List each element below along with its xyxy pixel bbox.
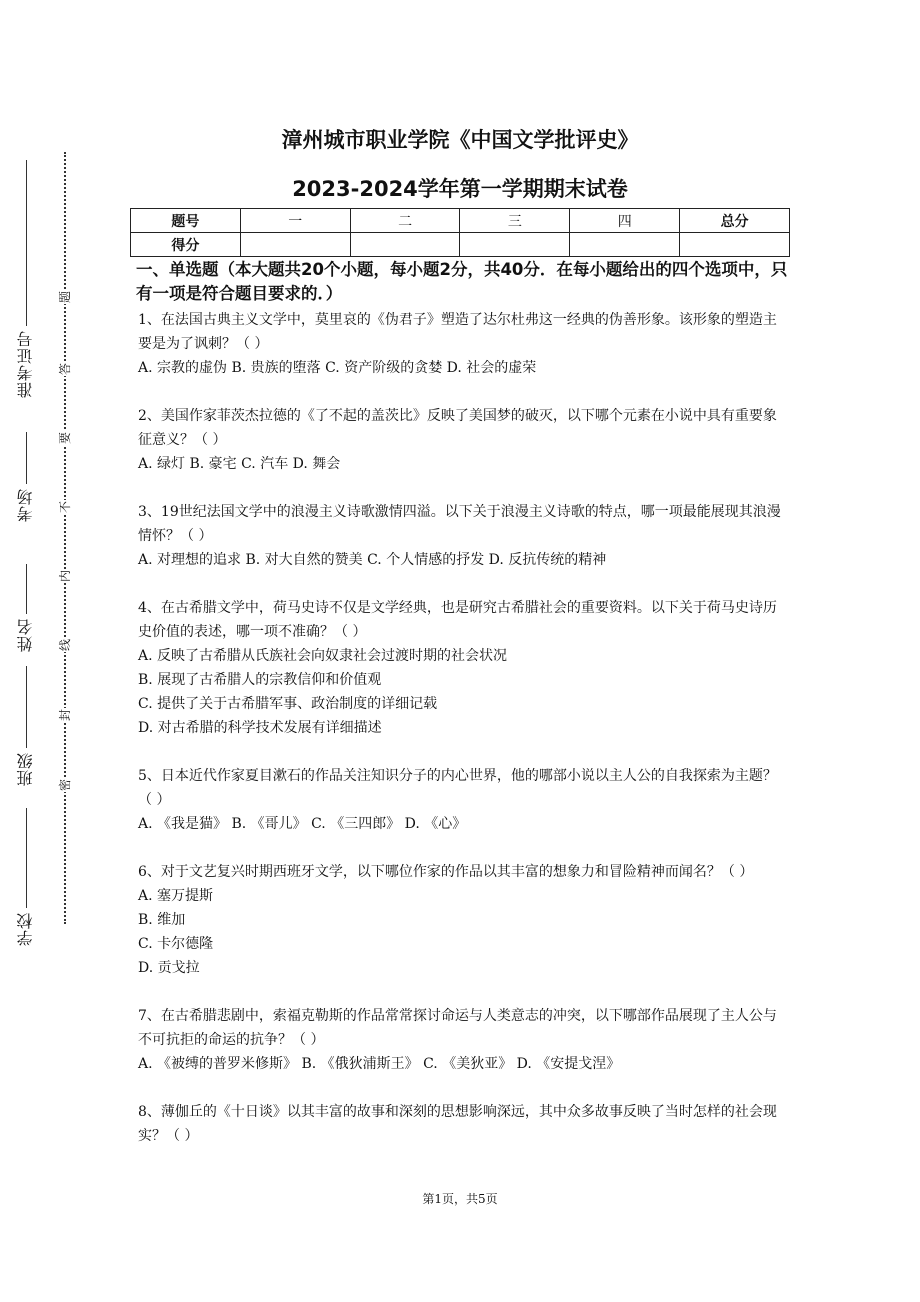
- seal-word-xian: 线: [58, 639, 72, 652]
- question-6: [138, 860, 788, 980]
- question-stem: 2、美国作家菲茨杰拉德的《了不起的盖茨比》反映了美国梦的破灭，以下哪个元素在小说中具有重要象征意义？（ ）: [138, 408, 777, 448]
- name-field[interactable]: [6, 564, 46, 652]
- score-table-score-row: [131, 233, 790, 257]
- school-field[interactable]: [6, 808, 46, 946]
- seal-word-feng: 封: [58, 709, 72, 722]
- question-stem: 3、19世纪法国文学中的浪漫主义诗歌激情四溢。以下关于浪漫主义诗歌的特点，哪一项最能展现其浪漫情怀？（ ）: [138, 504, 781, 544]
- score-header-cell: 一: [240, 209, 350, 233]
- exam-room-label: 考场: [16, 488, 35, 522]
- question-1: [138, 308, 788, 380]
- option-b: B. 展现了古希腊人的宗教信仰和价值观: [138, 672, 382, 688]
- seal-word-ti: 题: [58, 291, 72, 304]
- score-input-cell[interactable]: [570, 233, 680, 257]
- seal-word-yao: 要: [58, 432, 72, 445]
- score-header-cell: 题号: [131, 209, 241, 233]
- question-options: A. 宗教的虚伪 B. 贵族的堕落 C. 资产阶级的贪婪 D. 社会的虚荣: [138, 360, 537, 376]
- score-table-header-row: [131, 209, 790, 233]
- seal-word-da: 答: [58, 363, 72, 376]
- score-input-cell[interactable]: [460, 233, 570, 257]
- page-footer: 第1页，共5页: [422, 1192, 498, 1206]
- seal-word-mi: 密: [58, 779, 72, 792]
- class-field[interactable]: [6, 666, 46, 786]
- question-stem: 8、薄伽丘的《十日谈》以其丰富的故事和深刻的思想影响深远，其中众多故事反映了当时怎样的社会现实？（ ）: [138, 1104, 777, 1144]
- question-stem: 6、对于文艺复兴时期西班牙文学，以下哪位作家的作品以其丰富的想象力和冒险精神而闻名？（ ）: [138, 864, 754, 880]
- question-stem: 5、日本近代作家夏目漱石的作品关注知识分子的内心世界，他的哪部小说以主人公的自我探索为主题？（ ）: [138, 768, 777, 808]
- question-stem: 4、在古希腊文学中，荷马史诗不仅是文学经典，也是研究古希腊社会的重要资料。以下关于荷马史诗历史价值的表述，哪一项不准确？（ ）: [138, 600, 777, 640]
- score-header-cell: 四: [570, 209, 680, 233]
- exam-subtitle: 2023-2024学年第一学期期末试卷: [292, 177, 628, 201]
- question-4: [138, 596, 788, 740]
- score-input-cell[interactable]: [350, 233, 460, 257]
- question-7: [138, 1004, 788, 1076]
- school-label: 学校: [16, 912, 35, 946]
- question-stem: 7、在古希腊悲剧中，索福克勒斯的作品常常探讨命运与人类意志的冲突，以下哪部作品展现了主人公与不可抗拒的命运的抗争？（ ）: [138, 1008, 777, 1048]
- question-8: [138, 1100, 788, 1148]
- score-input-cell[interactable]: [680, 233, 790, 257]
- exam-title: 漳州城市职业学院《中国文学批评史》: [281, 128, 639, 152]
- question-options: A. 对理想的追求 B. 对大自然的赞美 C. 个人情感的抒发 D. 反抗传统的精神: [138, 552, 607, 568]
- option-c: C. 提供了关于古希腊军事、政治制度的详细记载: [138, 696, 438, 712]
- option-a: A. 塞万提斯: [138, 888, 214, 904]
- binding-dotted-line: [64, 152, 66, 924]
- option-d: D. 对古希腊的科学技术发展有详细描述: [138, 720, 382, 736]
- score-row-label: 得分: [131, 233, 241, 257]
- exam-number-label: 准考证号: [16, 330, 35, 398]
- score-header-cell: 二: [350, 209, 460, 233]
- option-c: C. 卡尔德隆: [138, 936, 214, 952]
- score-header-cell: 总分: [680, 209, 790, 233]
- exam-room-blank[interactable]: [26, 432, 27, 484]
- score-table: [130, 208, 790, 257]
- question-stem: 1、在法国古典主义文学中，莫里哀的《伪君子》塑造了达尔杜弗这一经典的伪善形象。该形象的塑造主要是为了讽刺？（ ）: [138, 312, 777, 352]
- question-section: [138, 258, 788, 1172]
- option-a: A. 反映了古希腊从氏族社会向奴隶社会过渡时期的社会状况: [138, 648, 508, 664]
- school-blank[interactable]: [26, 808, 27, 908]
- class-blank[interactable]: [26, 666, 27, 748]
- name-label: 姓名: [16, 618, 35, 652]
- exam-room-field[interactable]: [6, 432, 46, 522]
- seal-word-nei: 内: [58, 570, 72, 583]
- question-3: [138, 500, 788, 572]
- question-5: [138, 764, 788, 836]
- question-options: A. 《我是猫》 B. 《哥儿》 C. 《三四郎》 D. 《心》: [138, 816, 467, 832]
- seal-word-bu: 不: [58, 501, 72, 514]
- name-blank[interactable]: [26, 564, 27, 614]
- class-label: 班级: [16, 752, 35, 786]
- option-d: D. 贡戈拉: [138, 960, 200, 976]
- question-options: A. 《被缚的普罗米修斯》 B. 《俄狄浦斯王》 C. 《美狄亚》 D. 《安提戈涅》: [138, 1056, 621, 1072]
- option-b: B. 维加: [138, 912, 186, 928]
- score-input-cell[interactable]: [240, 233, 350, 257]
- question-2: [138, 404, 788, 476]
- score-header-cell: 三: [460, 209, 570, 233]
- section-heading: 一、单选题（本大题共20个小题，每小题2分，共40分．在每小题给出的四个选项中，只有一项是符合题目要求的．）: [136, 260, 788, 303]
- question-options: A. 绿灯 B. 豪宅 C. 汽车 D. 舞会: [138, 456, 341, 472]
